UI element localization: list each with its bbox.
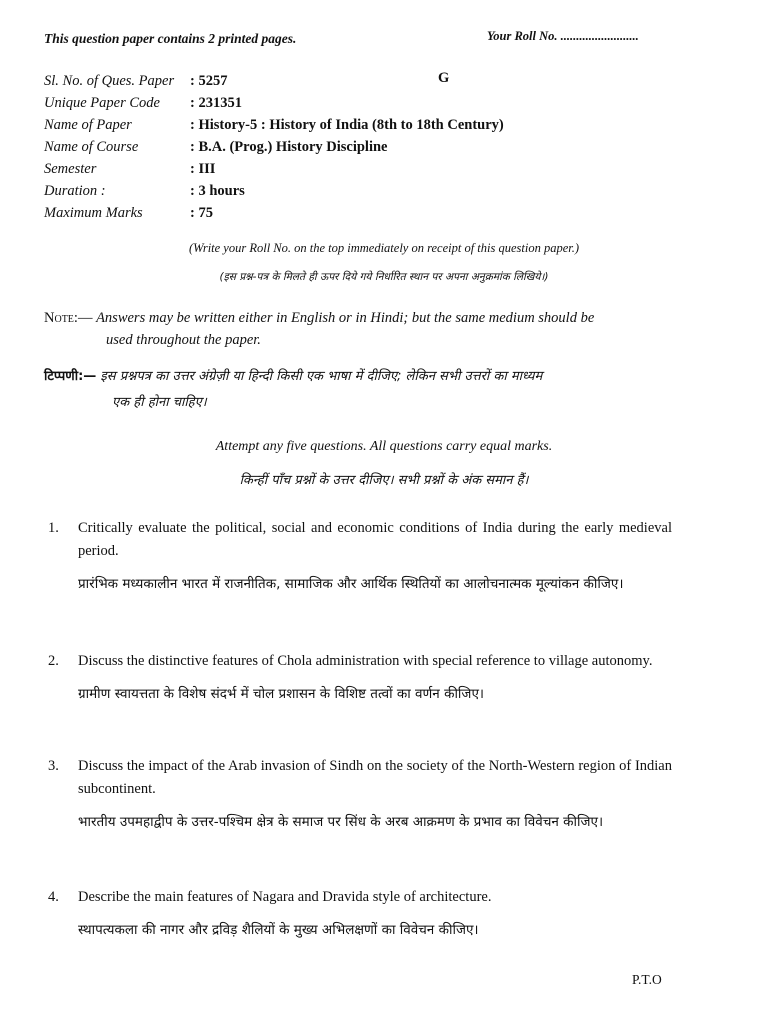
- detail-label: Sl. No. of Ques. Paper: [44, 73, 175, 89]
- detail-row-ques-paper: [44, 70, 684, 92]
- roll-instruction-hindi: (इस प्रश्न-पत्र के मिलते ही ऊपर दिये गये निर्धारित स्थान पर अपना अनुक्रमांक लिखिये।): [219, 271, 549, 283]
- question-1: [48, 517, 672, 598]
- roll-instruction-english: (Write your Roll No. on the top immediately on receipt of this question paper.): [188, 241, 580, 255]
- question-text-english: Discuss the impact of the Arab invasion of Sindh on the society of the North-Western region of Indian subcontinent.: [78, 758, 672, 797]
- pto-marker: P.T.O: [632, 972, 662, 987]
- detail-label: Unique Paper Code: [44, 95, 160, 111]
- question-text-hindi: ग्रामीण स्वायत्तता के विशेष संदर्भ में चोल प्रशासन के विशिष्ट तत्वों का वर्णन कीजिए।: [78, 686, 485, 702]
- detail-label: Maximum Marks: [44, 205, 143, 221]
- detail-label: Name of Paper: [44, 117, 132, 133]
- detail-value: : 75: [190, 205, 213, 221]
- roll-number-field: Your Roll No. .........................: [487, 29, 639, 43]
- note-lead: Note:—: [44, 310, 93, 326]
- question-text-hindi: भारतीय उपमहाद्वीप के उत्तर-पश्चिम क्षेत्र के समाज पर सिंध के अरब आक्रमण के प्रभाव का विवेचन कीजिए।: [78, 814, 604, 830]
- detail-label: Name of Course: [44, 139, 139, 155]
- detail-value: : 3 hours: [190, 183, 245, 199]
- note-text: Answers may be written either in English or in Hindi; but the same medium should be: [96, 310, 595, 326]
- note-hindi: [44, 364, 674, 416]
- note-text-continued: used throughout the paper.: [106, 332, 261, 348]
- question-3: [48, 755, 672, 836]
- detail-row-semester: [44, 158, 684, 180]
- question-text-hindi: प्रारंभिक मध्यकालीन भारत में राजनीतिक, सामाजिक और आर्थिक स्थितियों का आलोचनात्मक मूल्यांकन कीजिए।: [78, 576, 624, 592]
- note-text-continued: एक ही होना चाहिए।: [112, 395, 207, 410]
- question-text-english: Describe the main features of Nagara and Dravida style of architecture.: [78, 889, 492, 905]
- detail-value: : III: [190, 161, 216, 177]
- question-4: [48, 886, 672, 944]
- note-text: इस प्रश्नपत्र का उत्तर अंग्रेज़ी या हिन्दी किसी एक भाषा में दीजिए; लेकिन सभी उत्तरों का माध्यम: [100, 369, 543, 384]
- question-text-hindi: स्थापत्यकला की नागर और द्रविड़ शैलियों के मुख्य अभिलक्षणों का विवेचन कीजिए।: [78, 922, 479, 938]
- question-text-english: Critically evaluate the political, social and economic conditions of India during the early medieval period.: [78, 520, 672, 559]
- detail-row-course: [44, 136, 684, 158]
- detail-value: : History-5 : History of India (8th to 18th Century): [190, 117, 504, 133]
- detail-row-duration: [44, 180, 684, 202]
- detail-label: Semester: [44, 161, 97, 177]
- question-number: 3.: [48, 758, 59, 774]
- detail-row-paper-name: [44, 114, 684, 136]
- pages-note: This question paper contains 2 printed pages.: [44, 31, 297, 46]
- note-lead: टिप्पणी:—: [44, 369, 97, 384]
- detail-row-max-marks: [44, 202, 684, 224]
- detail-label: Duration :: [44, 183, 106, 199]
- question-number: 1.: [48, 520, 59, 536]
- set-code: G: [438, 70, 450, 86]
- note-english: [44, 307, 674, 351]
- question-number: 2.: [48, 653, 59, 669]
- detail-value: : 5257: [190, 73, 228, 89]
- attempt-instruction-hindi: किन्हीं पाँच प्रश्नों के उत्तर दीजिए। सभी प्रश्नों के अंक समान हैं।: [239, 473, 529, 488]
- attempt-instruction-english: Attempt any five questions. All questions carry equal marks.: [215, 439, 553, 454]
- detail-value: : B.A. (Prog.) History Discipline: [190, 139, 388, 155]
- detail-row-paper-code: [44, 92, 684, 114]
- detail-value: : 231351: [190, 95, 242, 111]
- question-number: 4.: [48, 889, 59, 905]
- question-2: [48, 650, 672, 708]
- paper-details: [44, 70, 684, 224]
- question-text-english: Discuss the distinctive features of Chola administration with special reference to village autonomy.: [78, 653, 653, 669]
